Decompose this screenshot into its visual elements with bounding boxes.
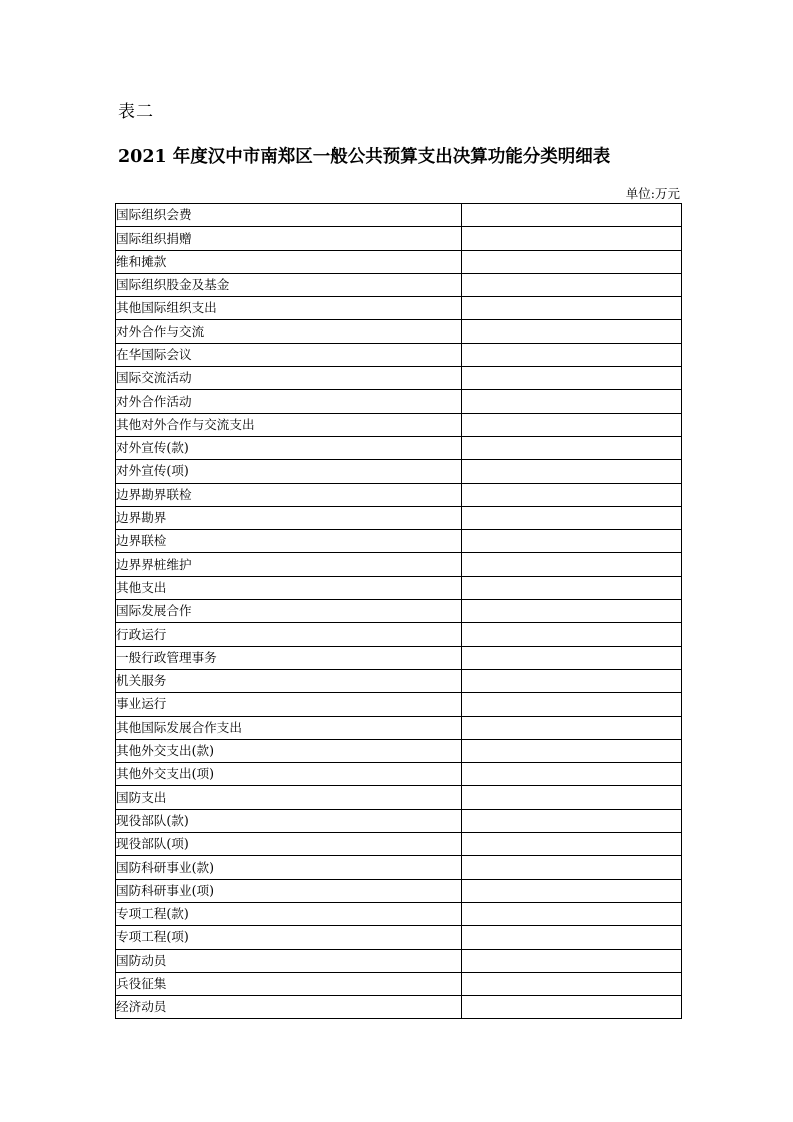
table-row (116, 600, 682, 623)
row-item-name: 现役部队(款) (116, 809, 462, 832)
table-row (116, 250, 682, 273)
row-item-value (462, 390, 682, 413)
row-item-name: 其他国际组织支出 (116, 297, 462, 320)
row-item-value (462, 739, 682, 762)
row-item-name: 国防科研事业(款) (116, 856, 462, 879)
table-row (116, 576, 682, 599)
row-item-value (462, 460, 682, 483)
row-item-value (462, 343, 682, 366)
unit-note: 单位:万元 (625, 186, 680, 201)
table-row (116, 413, 682, 436)
row-item-value (462, 763, 682, 786)
row-item-value (462, 926, 682, 949)
table-row (116, 786, 682, 809)
table-row (116, 949, 682, 972)
row-item-value (462, 227, 682, 250)
row-item-name: 国际组织股金及基金 (116, 273, 462, 296)
table-row (116, 693, 682, 716)
row-item-name: 现役部队(项) (116, 833, 462, 856)
table-row (116, 902, 682, 925)
row-item-name: 国际发展合作 (116, 600, 462, 623)
row-item-name: 对外宣传(款) (116, 436, 462, 459)
row-item-value (462, 786, 682, 809)
row-item-value (462, 902, 682, 925)
table-row (116, 436, 682, 459)
row-item-name: 经济动员 (116, 996, 462, 1019)
row-item-name: 事业运行 (116, 693, 462, 716)
row-item-name: 行政运行 (116, 623, 462, 646)
table-body (116, 204, 682, 1019)
row-item-value (462, 204, 682, 227)
table-row (116, 646, 682, 669)
page-title: 2021 年度汉中市南郑区一般公共预算支出决算功能分类明细表 (118, 147, 611, 167)
row-item-value (462, 833, 682, 856)
row-item-value (462, 716, 682, 739)
table-row (116, 879, 682, 902)
table-row (116, 320, 682, 343)
row-item-name: 国防动员 (116, 949, 462, 972)
table-row (116, 763, 682, 786)
table-row (116, 856, 682, 879)
row-item-name: 在华国际会议 (116, 343, 462, 366)
table-row (116, 483, 682, 506)
row-item-value (462, 949, 682, 972)
table-row (116, 553, 682, 576)
row-item-value (462, 856, 682, 879)
row-item-value (462, 809, 682, 832)
table-row (116, 343, 682, 366)
table-row (116, 809, 682, 832)
table-row (116, 530, 682, 553)
row-item-value (462, 367, 682, 390)
row-item-name: 专项工程(款) (116, 902, 462, 925)
row-item-name: 对外宣传(项) (116, 460, 462, 483)
table-row (116, 506, 682, 529)
table-row (116, 273, 682, 296)
row-item-value (462, 273, 682, 296)
table-row (116, 926, 682, 949)
table-row (116, 367, 682, 390)
row-item-value (462, 972, 682, 995)
table-row (116, 227, 682, 250)
row-item-name: 边界勘界联检 (116, 483, 462, 506)
table-row (116, 716, 682, 739)
row-item-value (462, 623, 682, 646)
row-item-name: 国际组织会费 (116, 204, 462, 227)
row-item-name: 边界界桩维护 (116, 553, 462, 576)
row-item-name: 对外合作活动 (116, 390, 462, 413)
row-item-value (462, 553, 682, 576)
row-item-name: 国际组织捐赠 (116, 227, 462, 250)
row-item-value (462, 436, 682, 459)
table-label: 表二 (118, 102, 154, 122)
row-item-value (462, 879, 682, 902)
row-item-value (462, 530, 682, 553)
table-row (116, 669, 682, 692)
row-item-name: 对外合作与交流 (116, 320, 462, 343)
table-row (116, 297, 682, 320)
row-item-name: 其他国际发展合作支出 (116, 716, 462, 739)
table-row (116, 390, 682, 413)
row-item-name: 国际交流活动 (116, 367, 462, 390)
row-item-name: 边界联检 (116, 530, 462, 553)
row-item-name: 其他对外合作与交流支出 (116, 413, 462, 436)
row-item-value (462, 996, 682, 1019)
row-item-name: 其他支出 (116, 576, 462, 599)
row-item-value (462, 250, 682, 273)
row-item-name: 边界勘界 (116, 506, 462, 529)
row-item-name: 国防科研事业(项) (116, 879, 462, 902)
table-row (116, 623, 682, 646)
row-item-value (462, 646, 682, 669)
row-item-name: 维和摊款 (116, 250, 462, 273)
table-row (116, 833, 682, 856)
row-item-value (462, 669, 682, 692)
row-item-value (462, 483, 682, 506)
row-item-value (462, 297, 682, 320)
row-item-name: 兵役征集 (116, 972, 462, 995)
row-item-value (462, 693, 682, 716)
row-item-name: 一般行政管理事务 (116, 646, 462, 669)
row-item-name: 专项工程(项) (116, 926, 462, 949)
row-item-name: 国防支出 (116, 786, 462, 809)
table-row (116, 972, 682, 995)
table-row (116, 996, 682, 1019)
row-item-name: 机关服务 (116, 669, 462, 692)
row-item-value (462, 320, 682, 343)
row-item-name: 其他外交支出(项) (116, 763, 462, 786)
row-item-value (462, 576, 682, 599)
row-item-value (462, 506, 682, 529)
table-row (116, 204, 682, 227)
table-row (116, 739, 682, 762)
table-row (116, 460, 682, 483)
row-item-name: 其他外交支出(款) (116, 739, 462, 762)
row-item-value (462, 600, 682, 623)
budget-detail-table (115, 203, 682, 1019)
row-item-value (462, 413, 682, 436)
